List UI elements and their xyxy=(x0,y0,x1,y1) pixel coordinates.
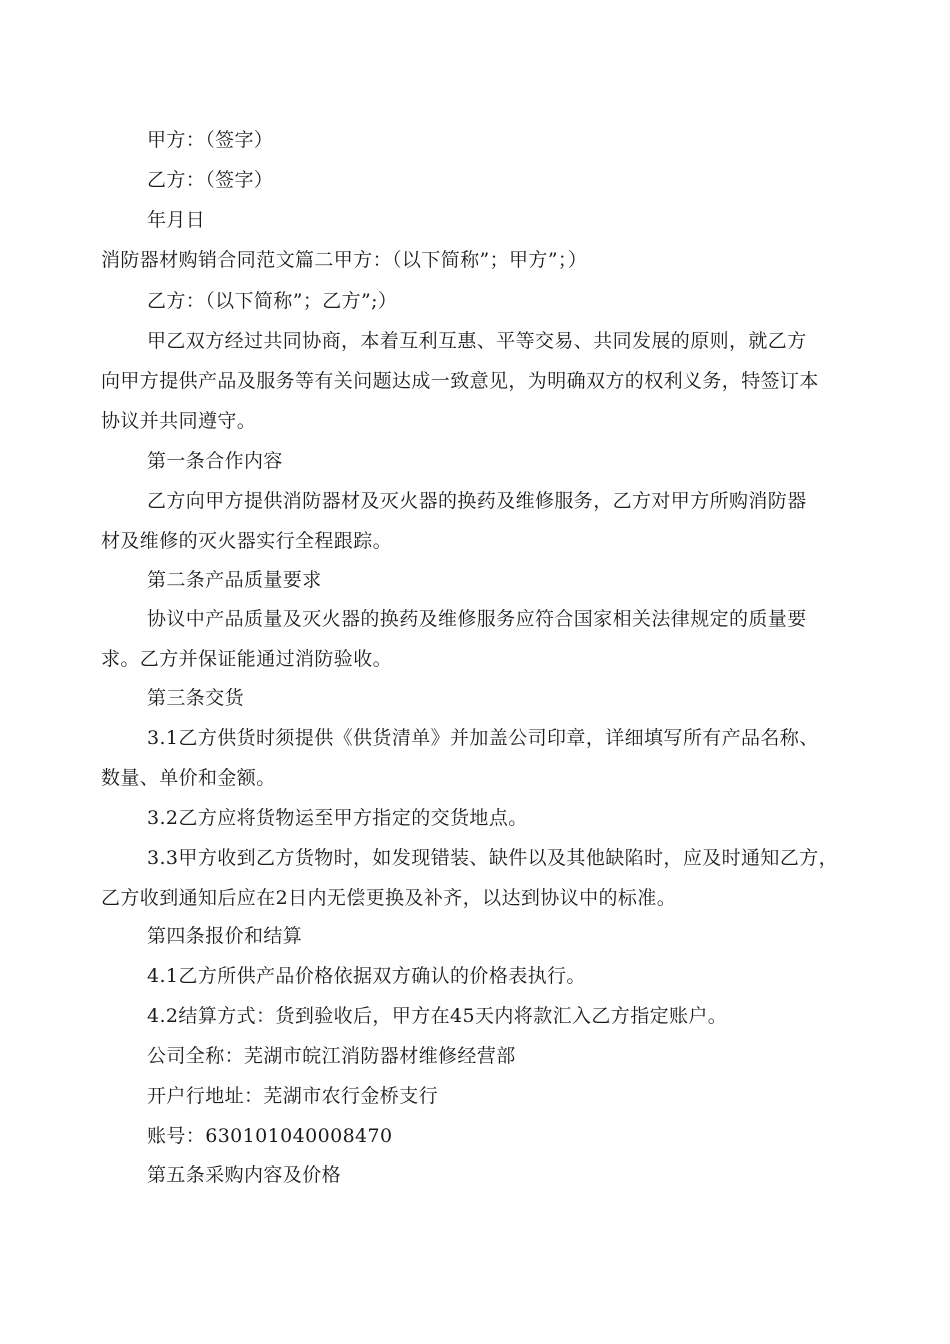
bank-address: 开户行地址：芜湖市农行金桥支行 xyxy=(147,1085,439,1107)
article-4-title: 第四条报价和结算 xyxy=(147,925,303,947)
account-number: 账号：630101040008470 xyxy=(147,1125,393,1147)
preamble-line: 甲乙双方经过共同协商，本着互利互惠、平等交易、共同发展的原则，就乙方 xyxy=(147,330,807,352)
article-1-body: 乙方向甲方提供消防器材及灭火器的换药及维修服务，乙方对甲方所购消防器 xyxy=(147,490,807,512)
article-1-title: 第一条合作内容 xyxy=(147,450,283,472)
article-1-body: 材及维修的灭火器实行全程跟踪。 xyxy=(101,530,393,552)
article-3-3: 乙方收到通知后应在2日内无偿更换及补齐，以达到协议中的标准。 xyxy=(101,887,677,909)
article-3-2: 3.2乙方应将货物运至甲方指定的交货地点。 xyxy=(147,807,528,829)
article-5-title: 第五条采购内容及价格 xyxy=(147,1164,342,1186)
article-3-title: 第三条交货 xyxy=(147,687,245,709)
article-2-body: 求。乙方并保证能通过消防验收。 xyxy=(101,648,393,670)
party-b-signature: 乙方：（签字） xyxy=(147,169,274,191)
date-line: 年月日 xyxy=(147,209,206,231)
article-2-title: 第二条产品质量要求 xyxy=(147,569,322,591)
contract-title: 消防器材购销合同范文篇二甲方：（以下简称”；甲方”；） xyxy=(101,249,588,271)
article-2-body: 协议中产品质量及灭火器的换药及维修服务应符合国家相关法律规定的质量要 xyxy=(147,608,807,630)
company-name: 公司全称：芜湖市皖江消防器材维修经营部 xyxy=(147,1045,516,1067)
article-4-2: 4.2结算方式：货到验收后，甲方在45天内将款汇入乙方指定账户。 xyxy=(147,1005,728,1027)
article-4-1: 4.1乙方所供产品价格依据双方确认的价格表执行。 xyxy=(147,965,586,987)
article-3-1: 数量、单价和金额。 xyxy=(101,767,276,789)
party-b-intro: 乙方：（以下简称”；乙方”;） xyxy=(147,290,398,312)
preamble-line: 协议并共同遵守。 xyxy=(101,410,257,432)
article-3-1: 3.1乙方供货时须提供《供货清单》并加盖公司印章，详细填写所有产品名称、 xyxy=(147,727,819,749)
article-3-3: 3.3甲方收到乙方货物时，如发现错装、缺件以及其他缺陷时，应及时通知乙方， xyxy=(147,847,839,869)
party-a-signature: 甲方：（签字） xyxy=(147,129,274,151)
preamble-line: 向甲方提供产品及服务等有关问题达成一致意见，为明确双方的权利义务，特签订本 xyxy=(101,370,819,392)
